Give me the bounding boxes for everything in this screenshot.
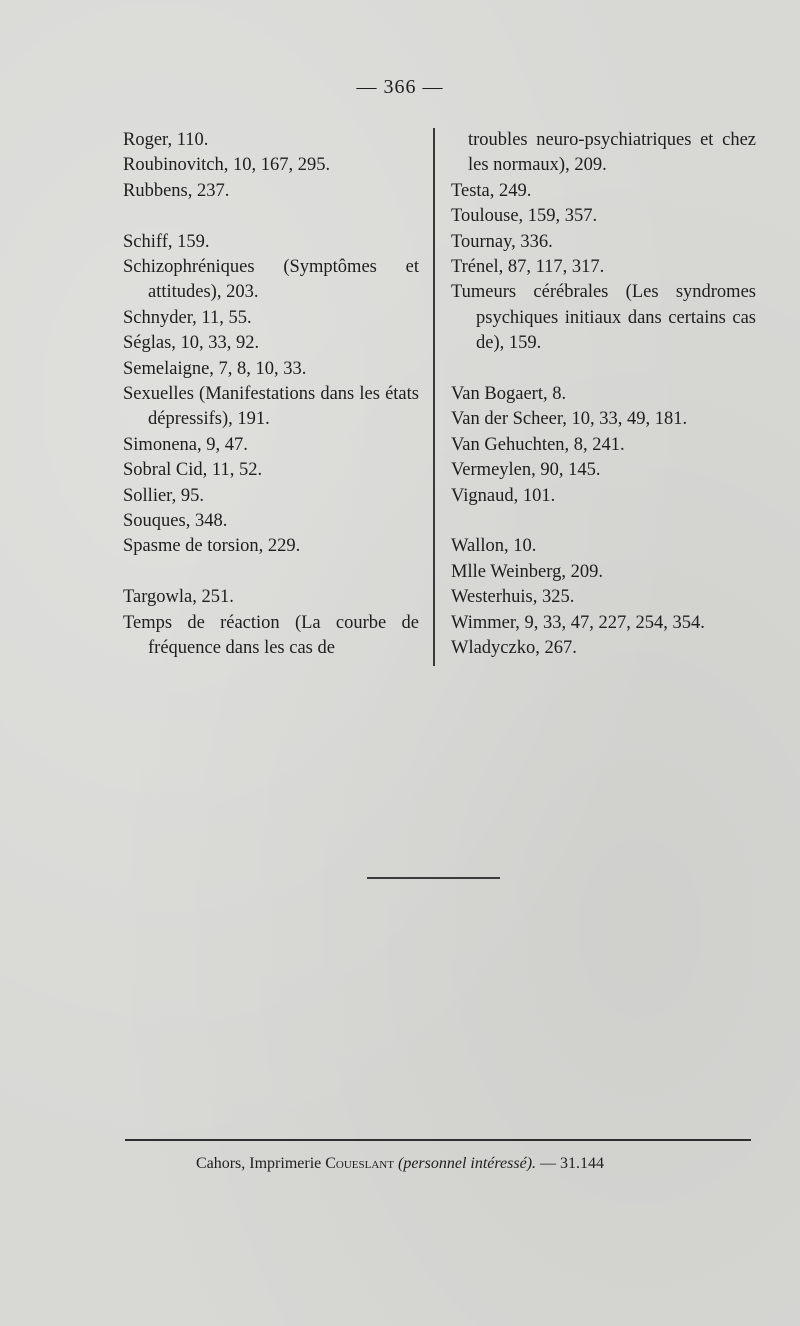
index-entry: Simonena, 9, 47. — [123, 434, 248, 455]
printer-imprint — [0, 1155, 800, 1173]
imprint-note: (personnel intéressé). — [397, 1155, 537, 1172]
index-entry: Schizophréniques (Symptômes et attitudes), 203. — [123, 257, 419, 303]
index-gap — [451, 509, 756, 534]
index-entry: Van der Scheer, 10, 33, 49, 181. — [451, 409, 688, 430]
index-entry: Toulouse, 159, 357. — [451, 206, 598, 227]
index-entry: Roubinovitch, 10, 167, 295. — [123, 155, 331, 176]
index-entry: Sollier, 95. — [123, 485, 204, 506]
imprint-code: — 31.144 — [540, 1155, 605, 1172]
index-entry: Wladyczko, 267. — [451, 638, 577, 659]
index-entry: Sobral Cid, 11, 52. — [123, 460, 263, 481]
index-gap — [123, 560, 419, 585]
column-divider — [433, 128, 435, 666]
index-entry: Tumeurs cérébrales (Les syndromes psychiques initiaux dans certains cas de), 159. — [451, 282, 756, 354]
index-entry: Trénel, 87, 117, 317. — [451, 257, 605, 278]
index-entry: Roger, 110. — [123, 130, 209, 150]
index-entry: Van Bogaert, 8. — [451, 384, 567, 405]
index-entry: Vignaud, 101. — [451, 485, 556, 506]
index-entry: Temps de réaction (La courbe de fréquence dans les cas de — [123, 612, 419, 659]
index-entry: Schnyder, 11, 55. — [123, 307, 252, 328]
index-entry: Westerhuis, 325. — [451, 587, 575, 608]
index-entry: Spasme de torsion, 229. — [123, 536, 301, 557]
index-gap — [123, 204, 419, 229]
index-entry: Séglas, 10, 33, 92. — [123, 333, 260, 354]
index-entry: Van Gehuchten, 8, 241. — [451, 434, 625, 455]
page-number: — 366 — — [356, 76, 444, 98]
index-entry: Rubbens, 237. — [123, 180, 230, 201]
end-rule — [367, 877, 500, 879]
index-column-right — [451, 128, 756, 662]
index-entry: Mlle Weinberg, 209. — [451, 561, 603, 582]
index-entry: Testa, 249. — [451, 180, 532, 201]
index-entry: Schiff, 159. — [123, 231, 210, 252]
index-entry: Targowla, 251. — [123, 587, 234, 608]
index-entry: Wallon, 10. — [451, 536, 537, 557]
index-entry: Wimmer, 9, 33, 47, 227, 254, 354. — [451, 612, 705, 633]
imprint-place: Cahors, Imprimerie — [195, 1155, 322, 1172]
index-entry: troubles neuro-psychiatriques et chez les normaux), 209. — [468, 130, 756, 176]
index-entry: Souques, 348. — [123, 511, 228, 532]
index-gap — [451, 357, 756, 382]
index-column-left — [123, 128, 419, 662]
index-entry: Sexuelles (Manifestations dans les états dépressifs), 191. — [123, 384, 419, 430]
index-entry: Vermeylen, 90, 145. — [451, 460, 601, 481]
index-entry: Tournay, 336. — [451, 231, 553, 252]
imprint-printer-name: Coueslant — [325, 1155, 394, 1172]
footer-rule — [125, 1139, 751, 1141]
index-entry: Semelaigne, 7, 8, 10, 33. — [123, 358, 307, 379]
